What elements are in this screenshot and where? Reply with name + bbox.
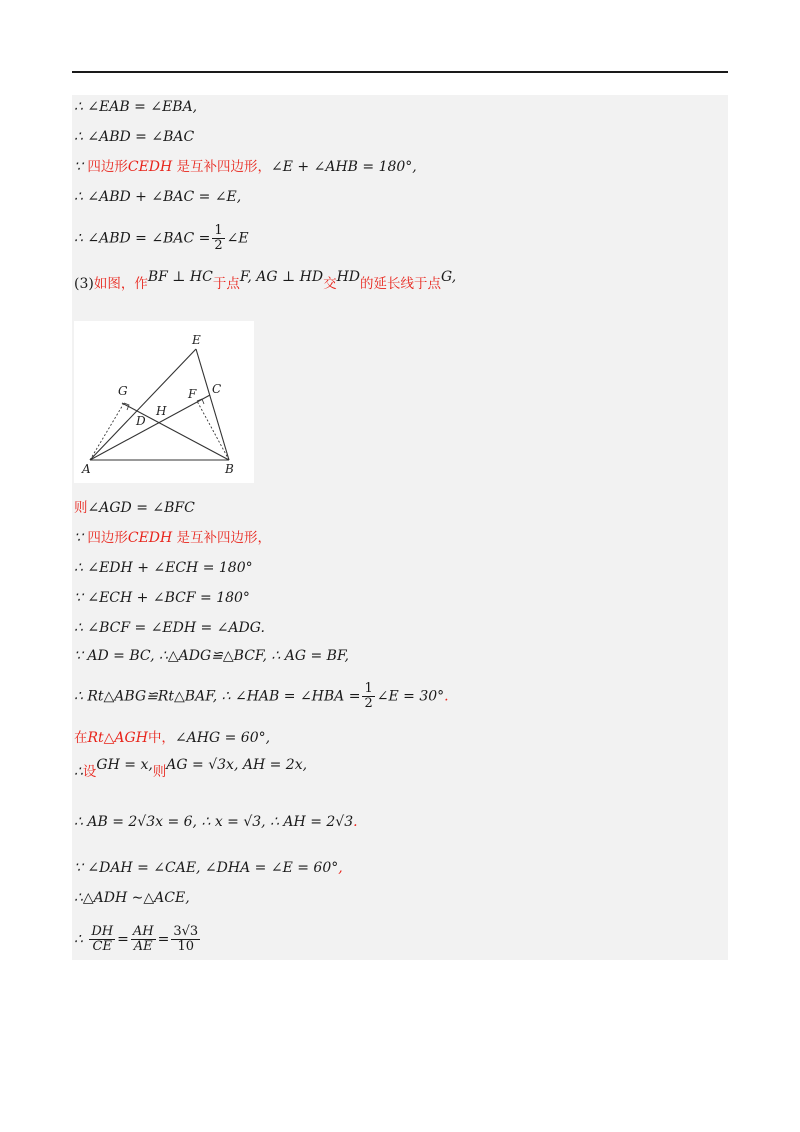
step-line-15: ∴设GH = x,则AG = √3x, AH = 2x, [74, 757, 308, 780]
step-line-14: 在Rt△AGH中，∠AHG = 60°, [74, 730, 271, 746]
triangle-diagram [74, 321, 254, 483]
label-A: A [82, 462, 91, 476]
step-line-13: ∴ Rt△ABG≌Rt△BAF, ∴ ∠HAB = ∠HBA = $\frac{1}{2}$ ∠E = 30°. [74, 681, 449, 711]
fraction-half: $\frac{1}{2}$ [364, 681, 373, 711]
step-line-1: ∴ ∠EAB = ∠EBA, [74, 99, 198, 115]
fraction-result: $\frac{3√3}{10}$ [173, 924, 199, 954]
label-F: F [188, 387, 197, 401]
step-line-2: ∴ ∠ABD = ∠BAC [74, 129, 195, 145]
segment-EB [196, 349, 229, 460]
label-G: G [118, 384, 128, 398]
step-line-9: ∴ ∠EDH + ∠ECH = 180° [74, 560, 253, 576]
step-line-8: ∵ 四边形CEDH 是互补四边形， [74, 530, 272, 546]
step-line-11: ∴ ∠BCF = ∠EDH = ∠ADG. [74, 620, 265, 636]
step-line-3: ∵ 四边形CEDH 是互补四边形，∠E + ∠AHB = 180°, [74, 159, 417, 175]
step-line-16: ∴ AB = 2√3x = 6, ∴ x = √3, ∴ AH = 2√3. [74, 814, 358, 830]
label-H: H [156, 404, 167, 418]
label-D: D [136, 414, 146, 428]
segment-BG [122, 403, 229, 460]
step-line-4: ∴ ∠ABD + ∠BAC = ∠E, [74, 189, 242, 205]
step-line-19: ∴ $\frac{DH}{CE}$ = $\frac{AH}{AE}$ = $\frac{3√3}{10}$ [74, 924, 199, 954]
top-rule [72, 71, 728, 73]
step-line-12: ∵ AD = BC, ∴△ADG≌△BCF, ∴ AG = BF, [74, 648, 349, 664]
segment-AG-dashed [90, 403, 124, 460]
segment-AE [90, 349, 196, 460]
geometry-figure [74, 321, 254, 483]
step-line-18: ∴△ADH ∼△ACE, [74, 890, 190, 906]
step-line-17: ∵ ∠DAH = ∠CAE, ∠DHA = ∠E = 60°, [74, 860, 343, 876]
fraction-DH-CE: $\frac{DH}{CE}$ [91, 924, 114, 954]
label-B: B [225, 462, 234, 476]
step-line-5: ∴ ∠ABD = ∠BAC = $\frac{1}{2}$ ∠E [74, 223, 249, 253]
label-C: C [212, 382, 222, 396]
fraction-AH-AE: $\frac{AH}{AE}$ [132, 924, 154, 954]
step-line-6: (3)如图，作BF ⊥ HC于点F, AG ⊥ HD交HD的延长线于点G, [74, 269, 457, 292]
step-line-7: 则∠AGD = ∠BFC [74, 500, 195, 516]
segment-AC [90, 395, 210, 460]
fraction-half: $\frac{1}{2}$ [214, 223, 223, 253]
step-line-10: ∵ ∠ECH + ∠BCF = 180° [74, 590, 250, 606]
label-E: E [192, 333, 201, 347]
